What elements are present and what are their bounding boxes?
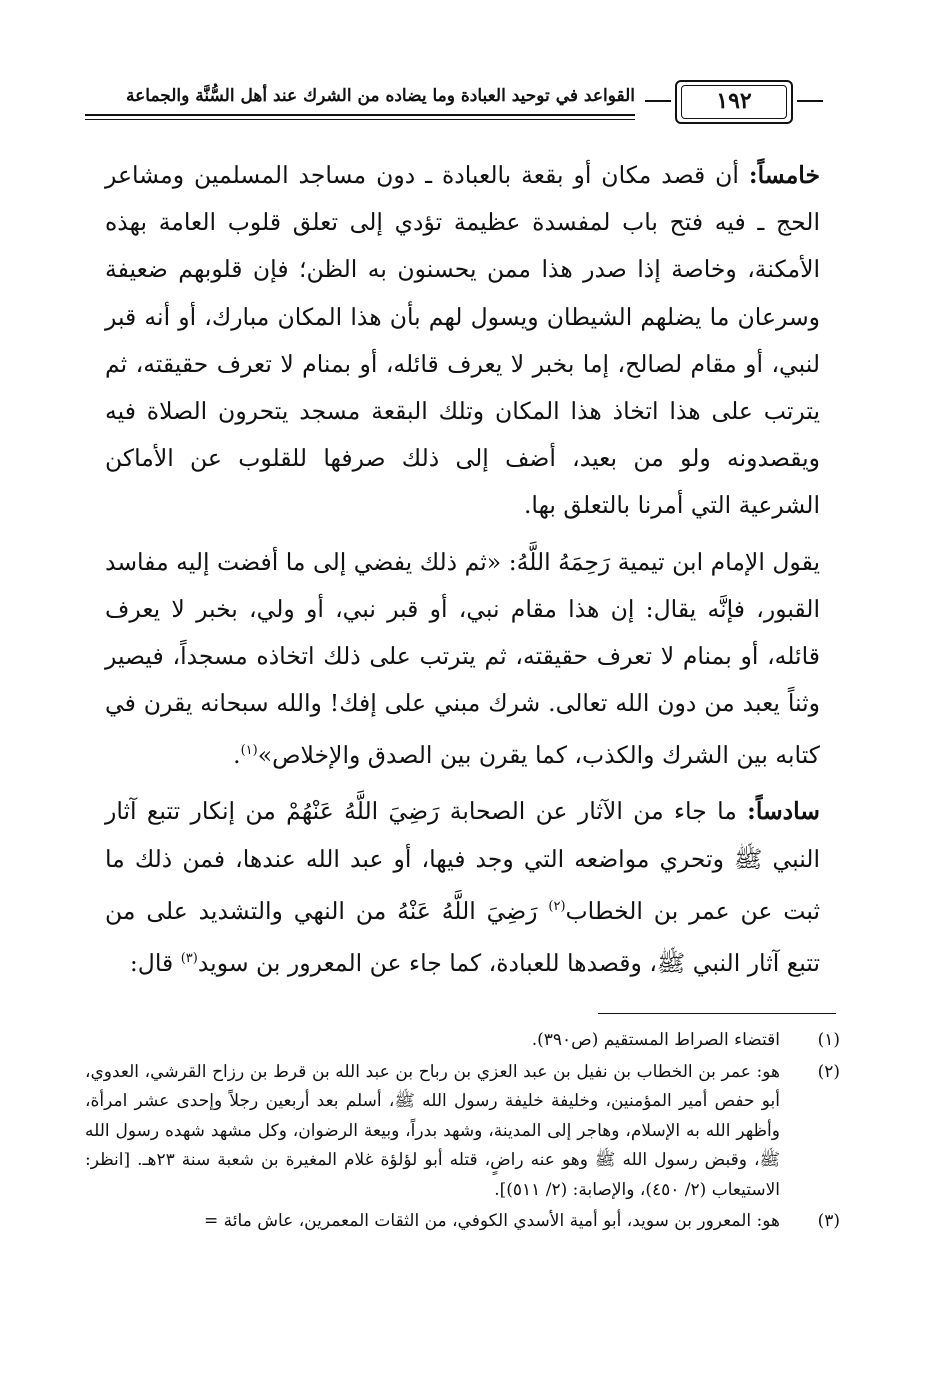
header-rule-thin <box>85 119 635 120</box>
main-text <box>105 152 820 996</box>
page-number: ١٩٢ <box>716 88 752 114</box>
footnote-separator <box>598 1013 836 1014</box>
footnotes <box>85 1026 840 1239</box>
paragraph-lead: سادساً: <box>747 797 820 826</box>
footnote-text: هو: المعرور بن سويد، أبو أمية الأسدي الكوفي، من الثقات المعمرين، عاش مائة = <box>204 1211 780 1231</box>
footnote-number: (٣) <box>817 1211 840 1231</box>
paragraph-text: ما جاء من الآثار عن الصحابة رَضِيَ اللَّهُ عَنْهُمْ من إنكار تتبع آثار النبي ﷺ وتحري مواضعه التي وجد فيها، أو عبد الله عندها، فمن ذلك ما ثبت عن عمر بن الخطاب <box>105 797 821 925</box>
footnote-text: اقتضاء الصراط المستقيم (ص٣٩٠). <box>531 1030 780 1050</box>
footnote-text: هو: عمر بن الخطاب بن نفيل بن عبد العزي بن رباح بن عبد الله بن قرط بن رزاح القرشي، العدوي، أبو حفص أمير المؤمنين، وخليفة خليفة رسول الله ﷺ، أسلم بعد أربعين رجلاً وإحدى عشر امرأة، وأظهر الله به الإسلام، وهاجر إلى المدينة، وشهد بدراً، وبيعة الرضوان، وكل مشهد شهده رسول الله ﷺ، وقبض رسول الله ﷺ وهو عنه راضٍ، قتله أبو لؤلؤة غلام المغيرة بن شعبة سنة ٢٣هـ. [انظر: الاستيعاب (٢/ ٤٥٠)، والإصابة: (٢/ ٥١١)]. <box>85 1061 780 1200</box>
paragraph-lead: خامساً: <box>748 161 820 189</box>
paragraph-text: قال: <box>129 948 181 977</box>
footnote-number: (٢) <box>817 1061 840 1082</box>
paragraph-end: . <box>233 741 241 770</box>
page-number-box <box>645 80 823 124</box>
paragraph-text: أن قصد مكان أو بقعة بالعبادة ـ دون مساجد المسلمين ومشاعر الحج ـ فيه فتح باب لمفسدة عظيمة تؤدي إلى تعلق قلوب العامة بهذه الأمكنة، وخاصة إذا صدر هذا ممن يحسنون به الظن؛ فإن قلوبهم ضعيفة وسرعان ما يضلهم الشيطان ويسول لهم بأن هذا المكان مبارك، أو أنه قبر لنبي، أو مقام لصالح، إما بخبر لا يعرف قائله، أو بمنام لا تعرف حقيقته، ثم يترتب على هذا اتخاذ هذا المكان وتلك البقعة مسجد يتحرون الصلاة فيه ويقصدونه ولو من بعيد، أضف إلى ذلك صرفها للقلوب عن الأماكن الشرعية التي أمرنا بالتعلق بها. <box>105 161 820 520</box>
footnote-ref[interactable]: (٢) <box>548 898 566 914</box>
footnote-item <box>85 1026 840 1056</box>
footnote-ref[interactable]: (١) <box>240 743 258 759</box>
page-header <box>85 78 835 130</box>
footnote-item <box>85 1207 840 1237</box>
paragraph-quote <box>105 539 820 780</box>
running-title: القواعد في توحيد العبادة وما يضاده من الشرك عند أهل السُّنَّة والجماعة <box>126 86 635 106</box>
footnote-item <box>85 1058 840 1206</box>
paragraph-fifth <box>105 152 820 530</box>
footnote-number: (١) <box>817 1030 840 1050</box>
footnote-ref[interactable]: (٣) <box>180 950 198 966</box>
header-rule-thick <box>85 114 635 116</box>
paragraph-sixth <box>105 788 820 986</box>
paragraph-text: يقول الإمام ابن تيمية رَحِمَهُ اللَّهُ: «ثم ذلك يفضي إلى ما أفضت إليه مفاسد القبور، فإنَّه يقال: إن هذا مقام نبي، أو قبر نبي، أو ولي، بخبر لا يعرف قائله، أو بمنام لا تعرف حقيقته، ثم يترتب على ذلك اتخاذه مسجداً، فيصير وثناً يعبد من دون الله تعالى. شرك مبني على إفك! والله سبحانه يقرن في كتابه بين الشرك والكذب، كما يقرن بين الصدق والإخلاص» <box>105 547 820 770</box>
paragraph-text: رَضِيَ اللَّهُ عَنْهُ من النهي والتشديد على من تتبع آثار النبي ﷺ، وقصدها للعبادة، كما جاء عن المعرور بن سويد <box>105 896 820 977</box>
